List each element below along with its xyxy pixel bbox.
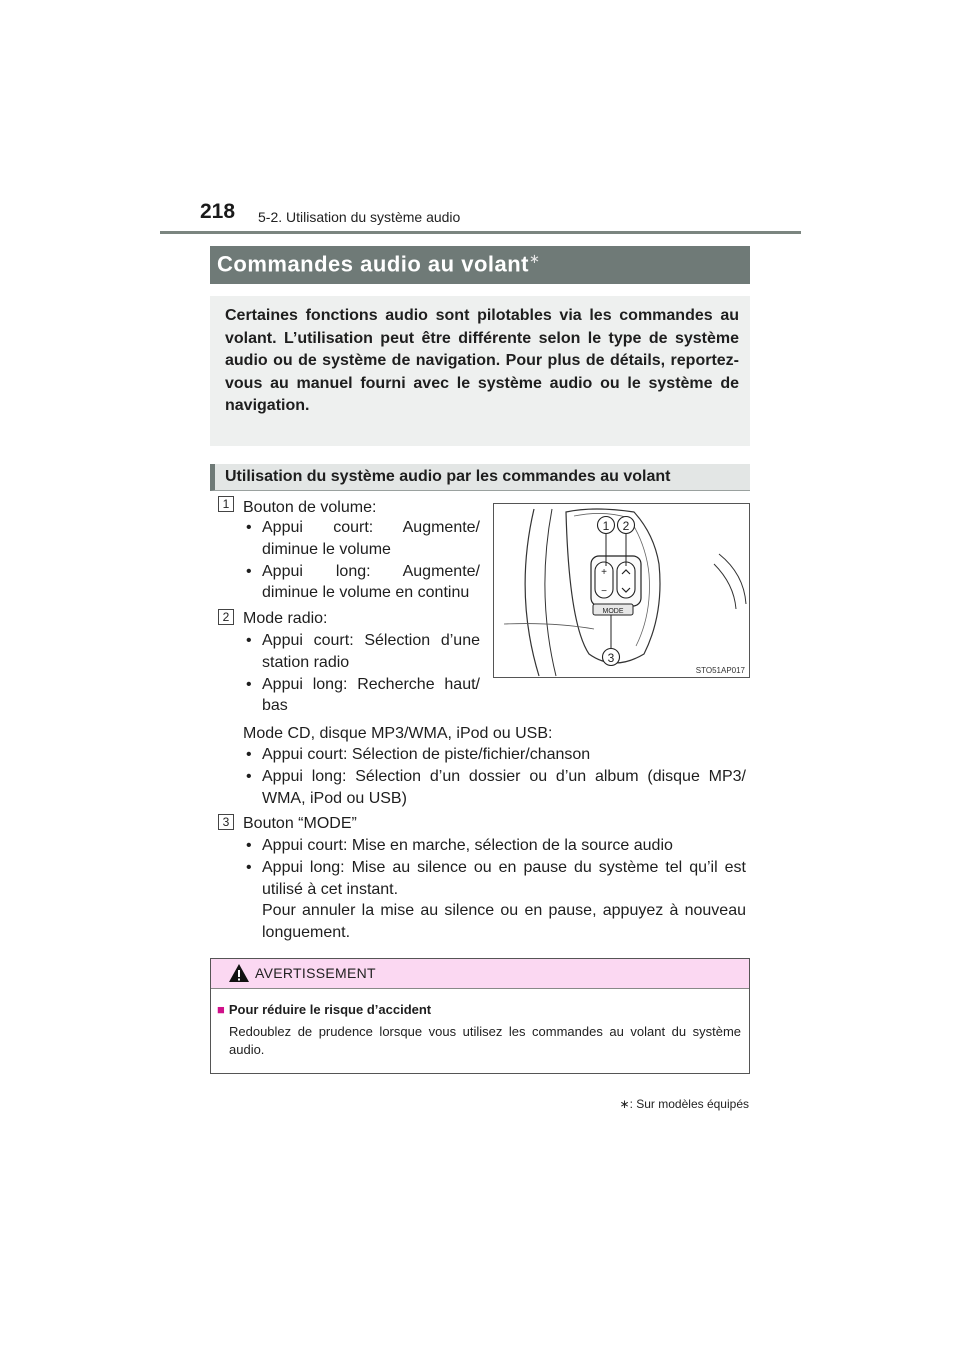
item-1-bullets: [243, 517, 480, 604]
list-item: • Appui court: Sélection de piste/fichier/chanson: [243, 744, 746, 766]
item-3-title: Bouton “MODE”: [243, 815, 357, 832]
svg-text:+: +: [601, 567, 607, 578]
warning-subheading: ■ Pour réduire le risque d’accident: [217, 1002, 432, 1017]
warning-heading: AVERTISSEMENT: [255, 965, 376, 981]
intro-box: [210, 296, 750, 446]
callout-3: 3: [607, 651, 615, 665]
callout-2: 2: [622, 519, 630, 533]
title-asterisk: ∗: [529, 251, 541, 266]
illustration-code: STO51AP017: [695, 666, 745, 675]
list-item: • Appui court: Mise en marche, sélection de la source audio: [243, 835, 746, 857]
svg-text:−: −: [601, 586, 607, 597]
list-item: • Appui long: Sélection d’un dossier ou d’un album (disque MP3/ WMA, iPod ou USB): [243, 766, 746, 810]
item-2-title: Mode radio:: [243, 610, 328, 627]
mode-button-label: MODE: [602, 608, 624, 615]
warning-box: [210, 958, 750, 1074]
item-number-2: 2: [218, 609, 234, 625]
footnote: ∗: Sur modèles équipés: [619, 1097, 749, 1111]
list-item: • Appui long: Recherche haut/ bas: [243, 674, 480, 718]
item-2-subbullets: [243, 744, 746, 809]
page-title: Commandes audio au volant∗: [217, 251, 541, 277]
item-3-bullets: [243, 835, 746, 944]
steering-wheel-drawing: [494, 504, 749, 677]
item-3-continuation: Pour annuler la mise au silence ou en pause, appuyez à nouveau longuement.: [262, 902, 746, 942]
list-item: • Appui long: Augmente/ diminue le volume en continu: [243, 561, 480, 605]
subsection-bar: [210, 464, 750, 491]
title-band: [210, 246, 750, 284]
item-2-bullets: [243, 630, 480, 717]
warning-marker: ■: [217, 1002, 225, 1017]
warning-header: [211, 959, 749, 989]
item-1-title: Bouton de volume:: [243, 499, 377, 516]
subsection-title: Utilisation du système audio par les commandes au volant: [225, 468, 671, 485]
list-item: • Appui court: Augmente/ diminue le volume: [243, 517, 480, 561]
warning-triangle-icon: [228, 963, 250, 983]
item-number-1: 1: [218, 496, 234, 512]
list-item: • Appui court: Sélection d’une station radio: [243, 630, 480, 674]
item-2-subtitle: Mode CD, disque MP3/WMA, iPod ou USB:: [243, 725, 553, 742]
section-header: 5-2. Utilisation du système audio: [258, 209, 461, 225]
intro-text: Certaines fonctions audio sont pilotables via les commandes au volant. L’utilisation peut être différente selon le type de système audio ou de système de navigation. Pour plus de détails, reportez-vous au manuel fourni avec le système audio ou le système de navigation.: [225, 307, 739, 415]
list-item: • Appui long: Mise au silence ou en pause du système tel qu’il est utilisé à cet instant.: [243, 857, 746, 901]
steering-switch-illustration: [493, 503, 750, 678]
callout-1: 1: [602, 519, 610, 533]
warning-text: Redoublez de prudence lorsque vous utilisez les commandes au volant du système audio.: [229, 1024, 741, 1057]
item-number-3: 3: [218, 814, 234, 830]
page-number: 218: [200, 200, 236, 223]
header-rule: [160, 231, 801, 234]
